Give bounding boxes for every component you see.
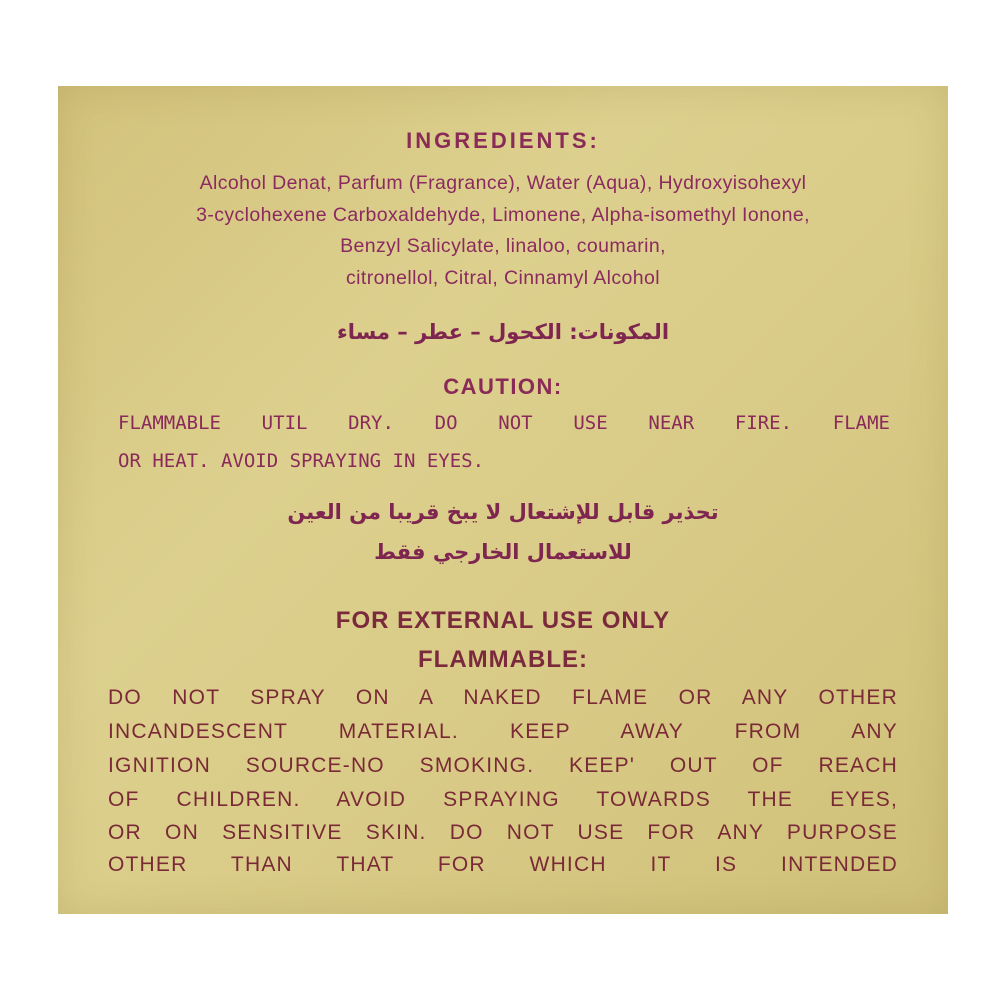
ingredients-arabic: المكونات: الكحول – عطر – مساء — [336, 320, 670, 344]
ingredients-line-3: Benzyl Salicylate, linaloo, coumarin, — [340, 235, 666, 257]
ingredients-line-4: citronellol, Citral, Cinnamyl Alcohol — [346, 267, 660, 289]
caution-line-1: FLAMMABLE UTIL DRY. DO NOT USE NEAR FIRE. FLAME — [118, 412, 890, 434]
ingredients-line-1: Alcohol Denat, Parfum (Fragrance), Water (Aqua), Hydroxyisohexyl — [199, 172, 807, 194]
caution-arabic-line-1: تحذير قابل للإشتعال لا يبخ قريبا من العين — [287, 500, 719, 524]
product-label-panel — [58, 86, 948, 914]
warning-line-6: OTHER THAN THAT FOR WHICH IT IS INTENDED — [108, 853, 898, 876]
caution-arabic-line-2: للاستعمال الخارجي فقط — [374, 540, 632, 564]
ingredients-heading: INGREDIENTS: — [406, 128, 600, 153]
ingredients-line-2: 3-cyclohexene Carboxaldehyde, Limonene, Alpha-isomethyl Ionone, — [196, 204, 810, 226]
warning-line-2: INCANDESCENT MATERIAL. KEEP AWAY FROM ANY — [108, 720, 898, 743]
warning-line-3: IGNITION SOURCE-NO SMOKING. KEEP' OUT OF REACH — [108, 754, 898, 777]
caution-heading: CAUTION: — [443, 374, 563, 399]
warning-line-4: OF CHILDREN. AVOID SPRAYING TOWARDS THE EYES, — [108, 788, 898, 811]
warning-line-1: DO NOT SPRAY ON A NAKED FLAME OR ANY OTHER — [108, 686, 898, 709]
external-use-heading: FOR EXTERNAL USE ONLY — [335, 607, 671, 634]
warning-line-5: OR ON SENSITIVE SKIN. DO NOT USE FOR ANY PURPOSE — [108, 821, 898, 844]
caution-line-2: OR HEAT. AVOID SPRAYING IN EYES. — [118, 450, 485, 472]
flammable-heading: FLAMMABLE: — [418, 646, 588, 673]
